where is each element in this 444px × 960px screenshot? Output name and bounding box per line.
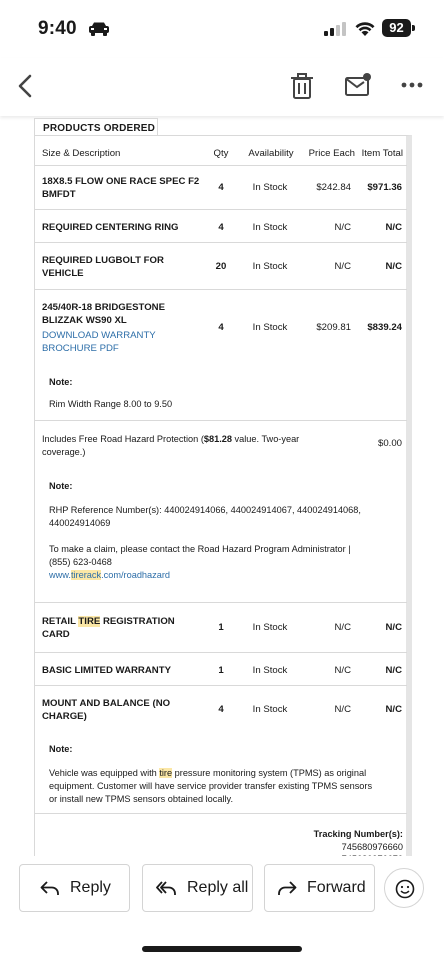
link-part[interactable]: tirerack	[70, 570, 102, 580]
item-qty: 4	[218, 322, 224, 333]
item-qty: 1	[218, 622, 224, 633]
item-qty: 4	[218, 222, 224, 233]
tracking-number[interactable]: 745680976660	[341, 841, 403, 852]
item-availability: In Stock	[252, 261, 288, 272]
rhp-reference: 440024914069	[49, 518, 111, 528]
emoji-icon	[385, 869, 425, 909]
claim-phone: (855) 623-0468	[49, 557, 112, 567]
item-availability: In Stock	[252, 622, 288, 633]
item-desc: BASIC LIMITED WARRANTY	[42, 665, 171, 676]
item-total: $839.24	[367, 322, 402, 333]
item-availability: In Stock	[252, 704, 288, 715]
note-label: Note:	[49, 744, 73, 754]
reply-action-bar	[0, 856, 444, 960]
item-desc: VEHICLE	[42, 267, 84, 279]
item-desc: CARD	[42, 628, 70, 640]
warranty-link-line[interactable]: DOWNLOAD WARRANTY	[42, 330, 156, 341]
item-price: $242.84	[316, 182, 351, 193]
item-availability: In Stock	[252, 322, 288, 333]
tpms-text: tire	[159, 768, 173, 778]
item-desc: REGISTRATION	[100, 616, 175, 627]
warranty-brochure-link[interactable]	[42, 330, 165, 355]
battery-tip	[412, 25, 415, 31]
forward-icon	[277, 880, 297, 896]
item-qty: 4	[218, 704, 224, 715]
item-availability: In Stock	[252, 182, 288, 193]
rhp-reference: RHP Reference Number(s): 440024914066, 440024914067, 440024914068,	[49, 505, 361, 515]
forward-label: Forward	[307, 879, 366, 896]
road-hazard-link[interactable]	[49, 569, 399, 582]
battery-level: 92	[382, 19, 411, 37]
note-label: Note:	[49, 481, 73, 491]
col-item-total: Item Total	[361, 148, 403, 159]
divider	[35, 652, 407, 653]
item-price: N/C	[334, 622, 351, 633]
item-price: N/C	[334, 665, 351, 676]
divider	[35, 685, 407, 686]
emoji-reaction-button[interactable]	[384, 868, 424, 908]
rhp-text: coverage.)	[42, 447, 86, 457]
note-label: Note:	[49, 377, 73, 387]
reply-all-icon	[155, 880, 177, 896]
col-price-each: Price Each	[308, 148, 355, 159]
divider	[35, 602, 407, 603]
divider	[35, 289, 407, 290]
more-icon[interactable]	[400, 80, 424, 90]
item-desc: 245/40R-18 BRIDGESTONE	[42, 302, 165, 313]
item-desc: REQUIRED CENTERING RING	[42, 222, 179, 233]
item-desc: BLIZZAK WS90 XL	[42, 314, 127, 326]
tpms-text: equipment. Customer will have service provider transfer existing TPMS sensors	[49, 781, 373, 791]
section-title: PRODUCTS ORDERED	[34, 118, 158, 136]
tpms-text: pressure monitoring system (TPMS) as original	[172, 768, 367, 778]
item-total: $971.36	[367, 182, 402, 193]
tpms-text: or install new TPMS sensors obtained locally.	[49, 794, 234, 804]
forward-button[interactable]	[264, 864, 375, 912]
col-qty: Qty	[213, 148, 229, 159]
wifi-icon	[354, 20, 376, 37]
status-bar	[0, 0, 444, 58]
status-time: 9:40	[38, 18, 77, 39]
item-price: N/C	[334, 261, 351, 272]
car-icon	[88, 22, 110, 36]
cellular-signal-icon	[324, 22, 348, 36]
divider	[35, 813, 407, 814]
item-desc: CHARGE)	[42, 710, 87, 722]
col-desc: Size & Description	[42, 148, 121, 159]
rhp-total: $0.00	[377, 438, 402, 449]
item-price: N/C	[334, 222, 351, 233]
rhp-value: $81.28	[203, 434, 232, 444]
item-total: N/C	[385, 665, 402, 676]
item-total: N/C	[385, 261, 402, 272]
item-total: N/C	[385, 222, 402, 233]
divider	[35, 242, 407, 243]
col-availability: Availability	[248, 148, 294, 159]
mail-unread-icon[interactable]	[344, 71, 372, 99]
warranty-link-line[interactable]: BROCHURE PDF	[42, 342, 119, 354]
tpms-text: Vehicle was equipped with	[49, 768, 160, 778]
item-price: $209.81	[316, 322, 351, 333]
rhp-text: value. Two-year	[232, 434, 300, 444]
note-text: Rim Width Range 8.00 to 9.50	[49, 399, 173, 409]
item-desc: MOUNT AND BALANCE (NO	[42, 698, 171, 709]
tracking-label: Tracking Number(s):	[313, 829, 403, 839]
reply-button[interactable]	[19, 864, 130, 912]
back-icon[interactable]	[12, 70, 40, 102]
reply-icon	[40, 880, 60, 896]
trash-icon[interactable]	[290, 72, 314, 100]
divider	[35, 209, 407, 210]
divider	[35, 165, 407, 166]
item-qty: 20	[215, 261, 227, 272]
divider	[35, 420, 407, 421]
item-availability: In Stock	[252, 222, 288, 233]
email-body[interactable]	[0, 118, 444, 856]
item-desc: TIRE	[78, 616, 101, 627]
item-total: N/C	[385, 622, 402, 633]
item-total: N/C	[385, 704, 402, 715]
item-desc: RETAIL	[42, 616, 79, 627]
item-availability: In Stock	[252, 665, 288, 676]
item-qty: 4	[218, 182, 224, 193]
rhp-text: Includes Free Road Hazard Protection (	[42, 434, 204, 444]
item-desc: BMFDT	[42, 188, 76, 200]
reply-all-label: Reply all	[187, 879, 249, 896]
home-indicator[interactable]	[142, 946, 302, 952]
item-desc: REQUIRED LUGBOLT FOR	[42, 255, 164, 266]
item-qty: 1	[218, 665, 224, 676]
email-toolbar	[0, 58, 444, 116]
reply-all-button[interactable]	[142, 864, 253, 912]
products-ordered-table	[34, 135, 412, 875]
reply-label: Reply	[70, 879, 111, 896]
link-part[interactable]: .com/roadhazard	[101, 570, 171, 580]
claim-text: To make a claim, please contact the Road Hazard Program Administrator |	[49, 544, 351, 554]
item-desc: 18X8.5 FLOW ONE RACE SPEC F2	[42, 176, 200, 187]
link-part[interactable]: www.	[49, 570, 71, 580]
item-price: N/C	[334, 704, 351, 715]
